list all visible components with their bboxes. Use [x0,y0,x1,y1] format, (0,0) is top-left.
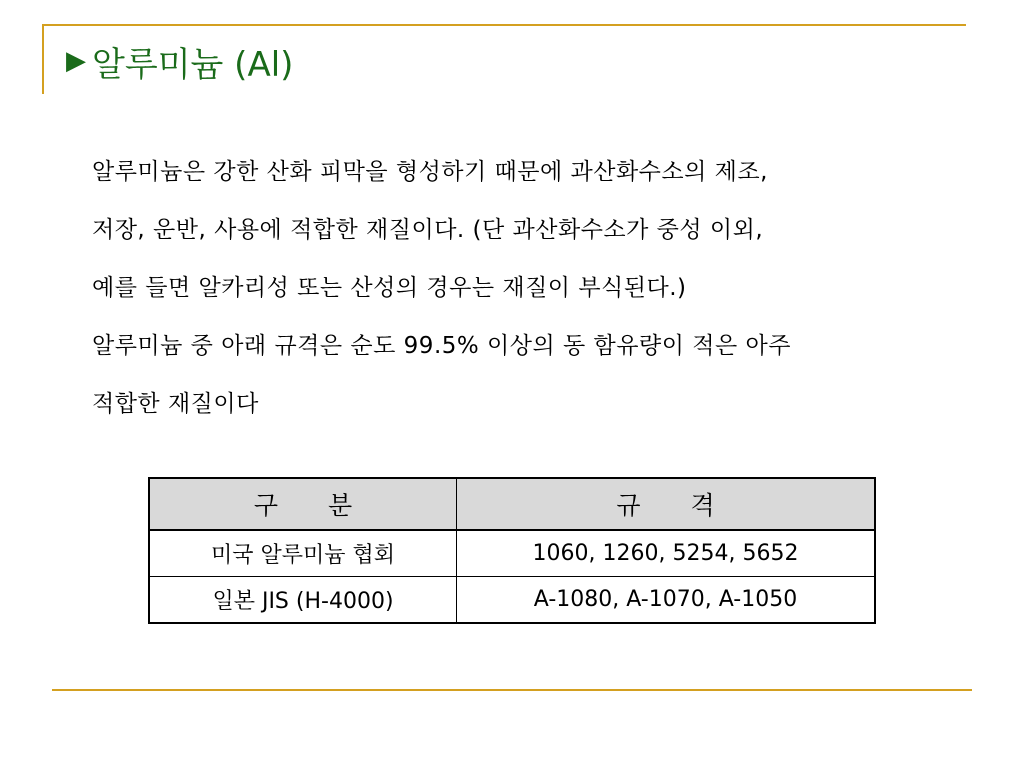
header-specification: 규 격 [457,478,876,530]
paragraph-2: 알루미늄 중 아래 규격은 순도 99.5% 이상의 동 함유량이 적은 아주 적합한 재질이다 [92,333,791,417]
slide-title-text: 알루미늄 (Al) [92,44,294,85]
triangle-bullet-icon: ▶ [66,46,86,76]
title-left-rule [42,26,44,94]
paragraph-1: 알루미늄은 강한 산화 피막을 형성하기 때문에 과산화수소의 제조, 저장, 운반, 사용에 적합한 재질이다. (단 과산화수소가 중성 이외, 예를 들면 알카리성 또는 산성의 경우는 재질이 부식된다.) [92,159,768,301]
table-cell-grades: 1060, 1260, 5254, 5652 [457,530,876,577]
spec-table [148,477,876,624]
body-text [92,143,972,433]
title-top-rule [42,24,966,26]
table-cell-grades: A-1080, A-1070, A-1050 [457,577,876,624]
table-cell-organization: 미국 알루미늄 협회 [149,530,457,577]
header-category: 구 분 [149,478,457,530]
footer-rule [52,689,972,691]
slide-title [66,36,293,86]
table-cell-organization: 일본 JIS (H-4000) [149,577,457,624]
table-row [149,577,875,624]
table-row [149,530,875,577]
table-header-row [149,478,875,530]
